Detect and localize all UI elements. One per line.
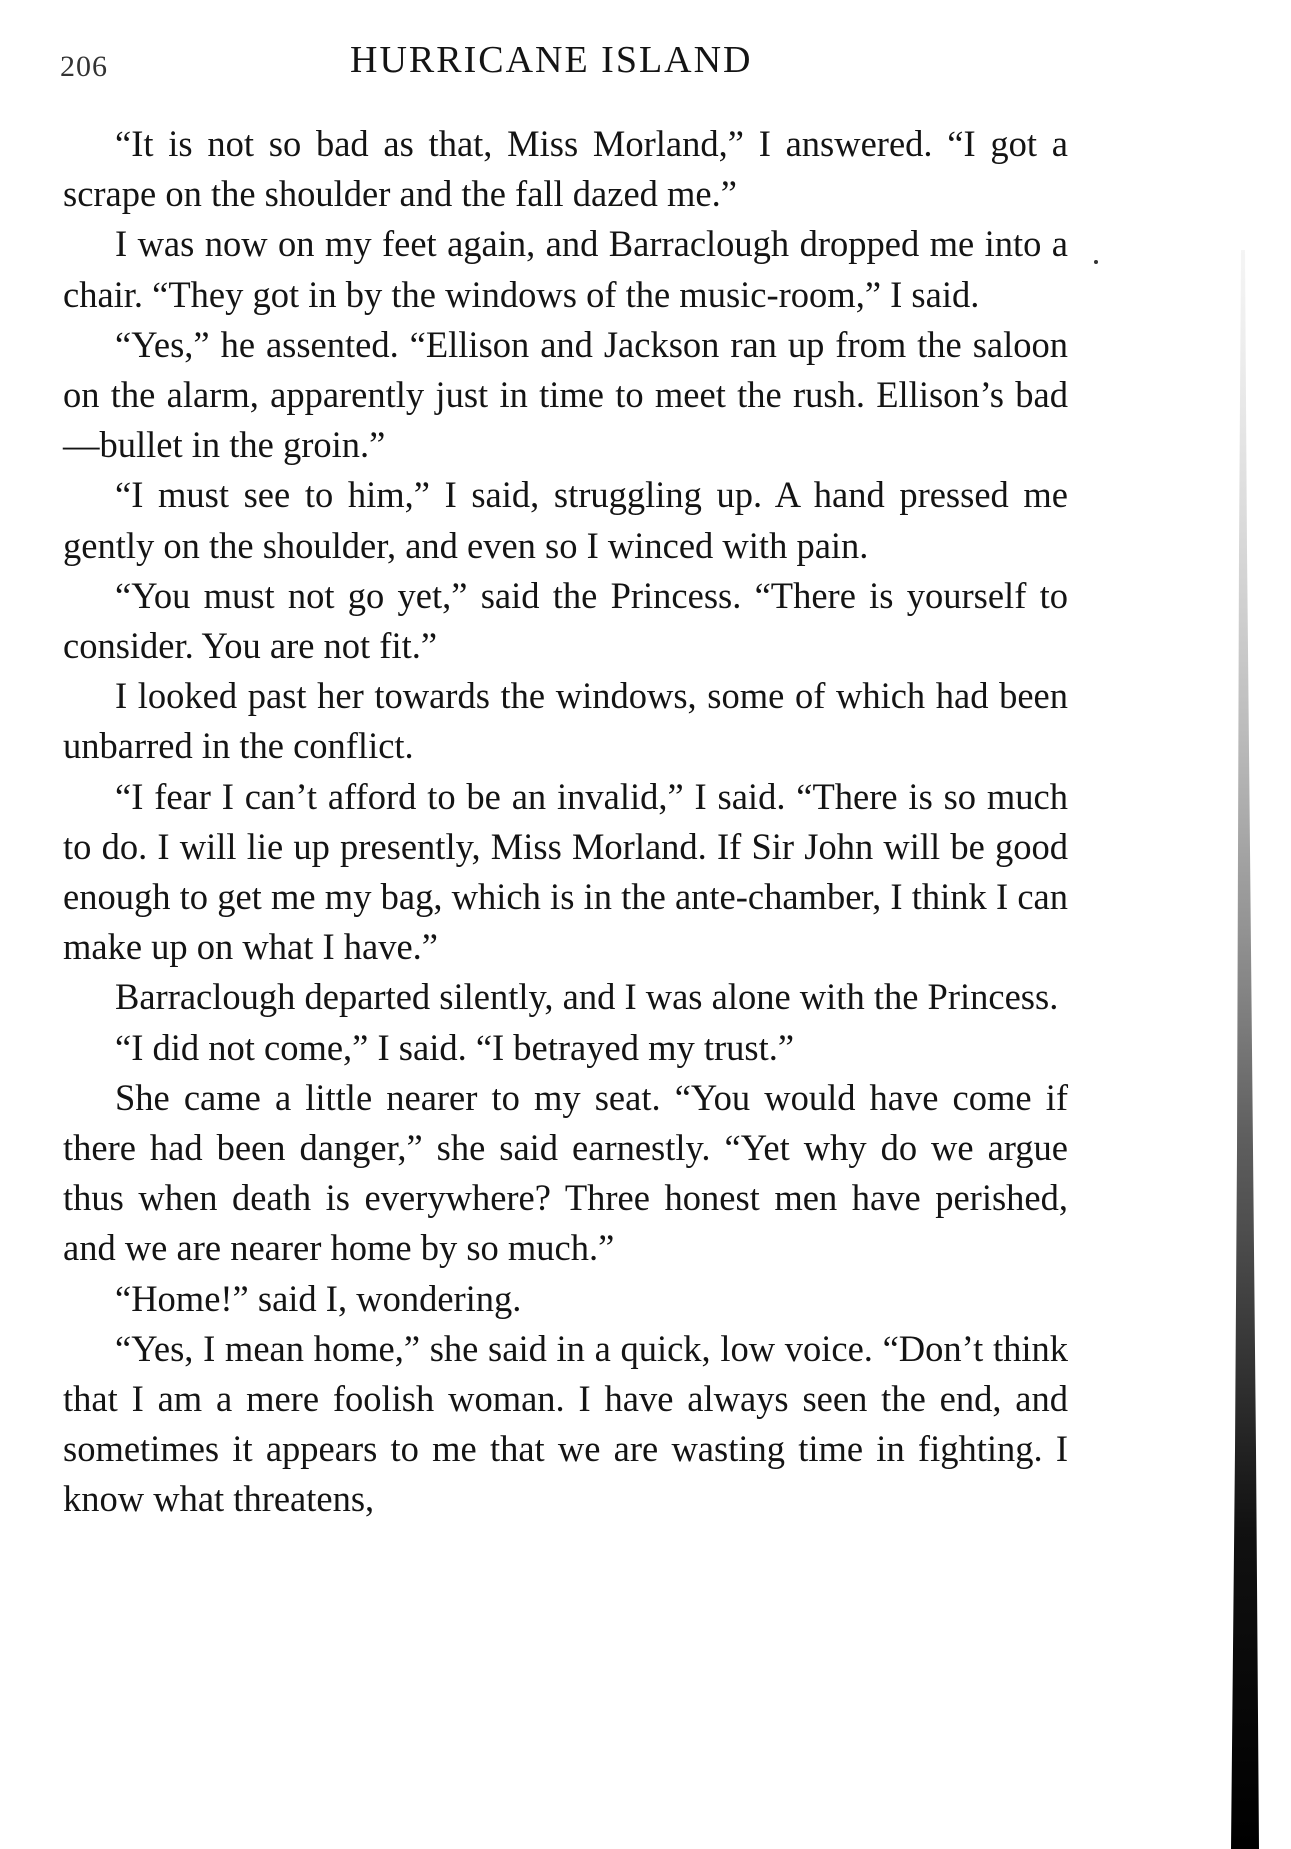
paragraph: She came a little nearer to my seat. “You would have come if there had been danger,” she said earnestly. “Yet why do we argue thus when death is everywhere? Three honest men have perished, and we are nearer home by so much.” [63, 1076, 1068, 1269]
margin-speck [1094, 260, 1098, 264]
paragraph: “I must see to him,” I said, struggling up. A hand pressed me gently on the shoulder, and even so I winced with pain. [63, 474, 1068, 566]
body-text [63, 119, 1068, 1525]
paragraph: “Yes,” he assented. “Ellison and Jackson ran up from the saloon on the alarm, apparently just in time to meet the rush. Ellison’s bad—bullet in the groin.” [63, 323, 1068, 466]
paragraph: I looked past her towards the windows, some of which had been unbarred in the conflict. [63, 675, 1068, 767]
paragraph: “Yes, I mean home,” she said in a quick, low voice. “Don’t think that I am a mere foolish woman. I have always seen the end, and sometimes it appears to me that we are wasting time in fighting. I know what threatens, [63, 1327, 1068, 1520]
paragraph: I was now on my feet again, and Barraclough dropped me into a chair. “They got in by the windows of the music-room,” I said. [63, 223, 1068, 315]
running-title: HURRICANE ISLAND [350, 39, 753, 81]
paragraph: “I did not come,” I said. “I betrayed my trust.” [115, 1026, 795, 1068]
paragraph: “You must not go yet,” said the Princess. “There is yourself to consider. You are not fit.” [63, 574, 1068, 667]
paragraph: “It is not so bad as that, Miss Morland,” I answered. “I got a scrape on the shoulder and the fall dazed me.” [63, 123, 1068, 215]
page-header [60, 38, 1070, 88]
scan-shadow-edge [1223, 250, 1263, 1849]
paragraph: Barraclough departed silently, and I was alone with the Princess. [115, 976, 1059, 1018]
page-number: 206 [60, 50, 108, 83]
paragraph: “Home!” said I, wondering. [115, 1277, 522, 1319]
paragraph: “I fear I can’t afford to be an invalid,” I said. “There is so much to do. I will lie up presently, Miss Morland. If Sir John will be good enough to get me my bag, which is in the ante-chamber, I think I can make up on what I have.” [63, 775, 1068, 968]
